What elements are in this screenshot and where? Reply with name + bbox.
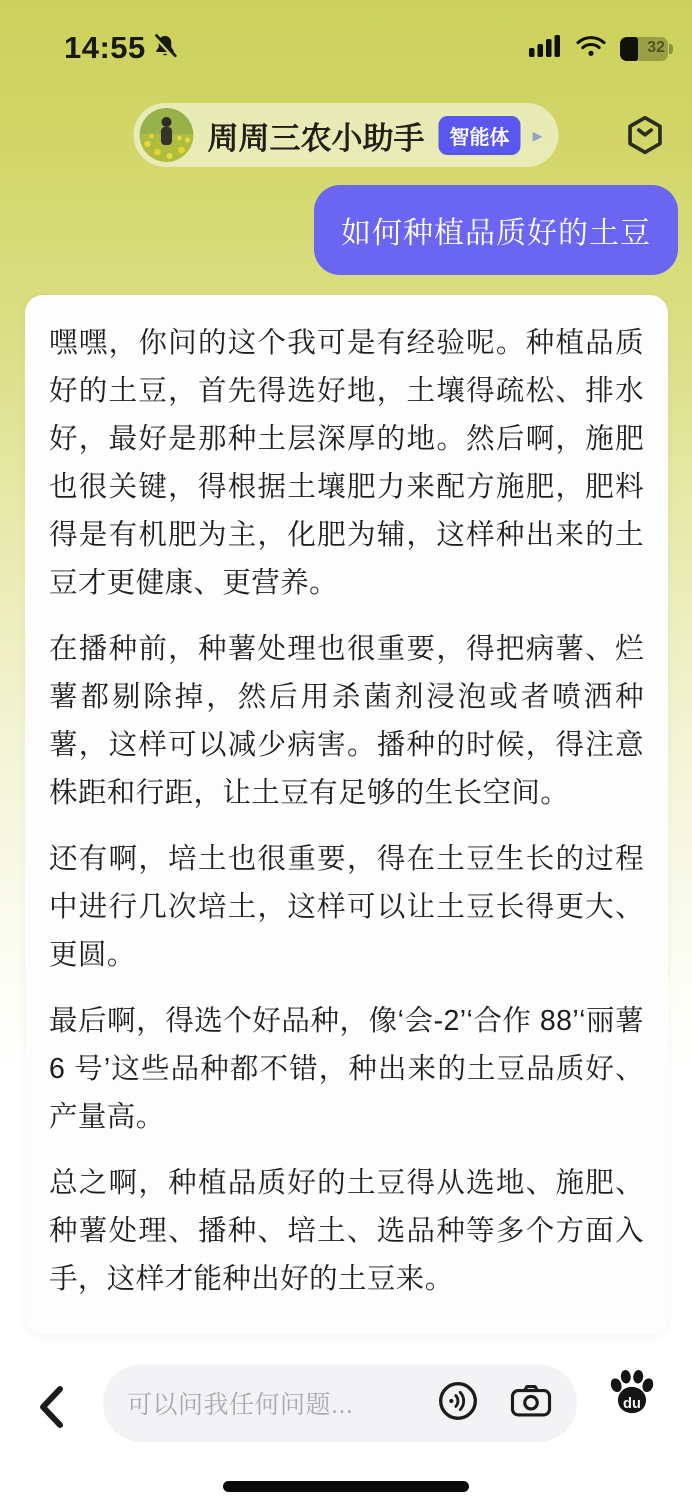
svg-text:du: du — [623, 1395, 641, 1412]
agent-badge: 智能体 — [438, 116, 520, 155]
assistant-name: 周周三农小助手 — [207, 120, 425, 156]
status-bar — [0, 26, 692, 70]
back-icon[interactable] — [36, 1384, 66, 1435]
assistant-paragraph: 总之啊，种植品质好的土豆得从选地、施肥、种薯处理、播种、培土、选品种等多个方面入手，这样才能种出好的土豆来。 — [49, 1167, 644, 1295]
battery-percent: 32 — [647, 38, 665, 56]
camera-icon[interactable] — [509, 1382, 553, 1425]
assistant-paragraph: 还有啊，培土也很重要，得在土豆生长的过程中进行几次培土，这样可以让土豆长得更大、更圆。 — [49, 843, 644, 971]
message-input[interactable] — [103, 1364, 577, 1442]
assistant-profile-pill[interactable] — [133, 103, 558, 167]
baidu-paw-icon[interactable] — [606, 1366, 658, 1423]
assistant-paragraph: 在播种前，种薯处理也很重要，得把病薯、烂薯都剔除掉，然后用杀菌剂浸泡或者喷洒种薯，这样可以减少病害。播种的时候，得注意株距和行距，让土豆有足够的生长空间。 — [49, 633, 644, 809]
user-message-bubble: 如何种植品质好的土豆 — [314, 185, 678, 275]
bell-slash-icon — [150, 32, 180, 67]
assistant-paragraph: 最后啊，得选个好品种，像‘会-2’‘合作 88’‘丽薯 6 号’这些品种都不错，种出来的土豆品质好、产量高。 — [49, 1005, 644, 1133]
voice-input-icon[interactable] — [437, 1380, 479, 1427]
assistant-avatar — [139, 108, 193, 162]
input-placeholder: 可以问我任何问题... — [127, 1391, 354, 1419]
chevron-right-icon: ▸ — [532, 124, 543, 147]
header — [0, 103, 692, 167]
home-indicator[interactable] — [223, 1481, 469, 1492]
wifi-icon — [575, 34, 607, 63]
assistant-paragraph: 嘿嘿，你问的这个我可是有经验呢。种植品质好的土豆，首先得选好地，土壤得疏松、排水好，最好是那种土层深厚的地。然后啊，施肥也很关键，得根据土壤肥力来配方施肥，肥料得是有机肥为主，化肥为辅，这样种出来的土豆才更健康、更营养。 — [49, 327, 644, 599]
chat-history-icon[interactable] — [623, 113, 667, 162]
status-time: 14:55 — [64, 30, 146, 65]
signal-icon — [528, 34, 562, 63]
battery-icon — [620, 37, 668, 61]
bottom-input-bar — [0, 1352, 692, 1456]
assistant-message-card — [25, 295, 668, 1335]
